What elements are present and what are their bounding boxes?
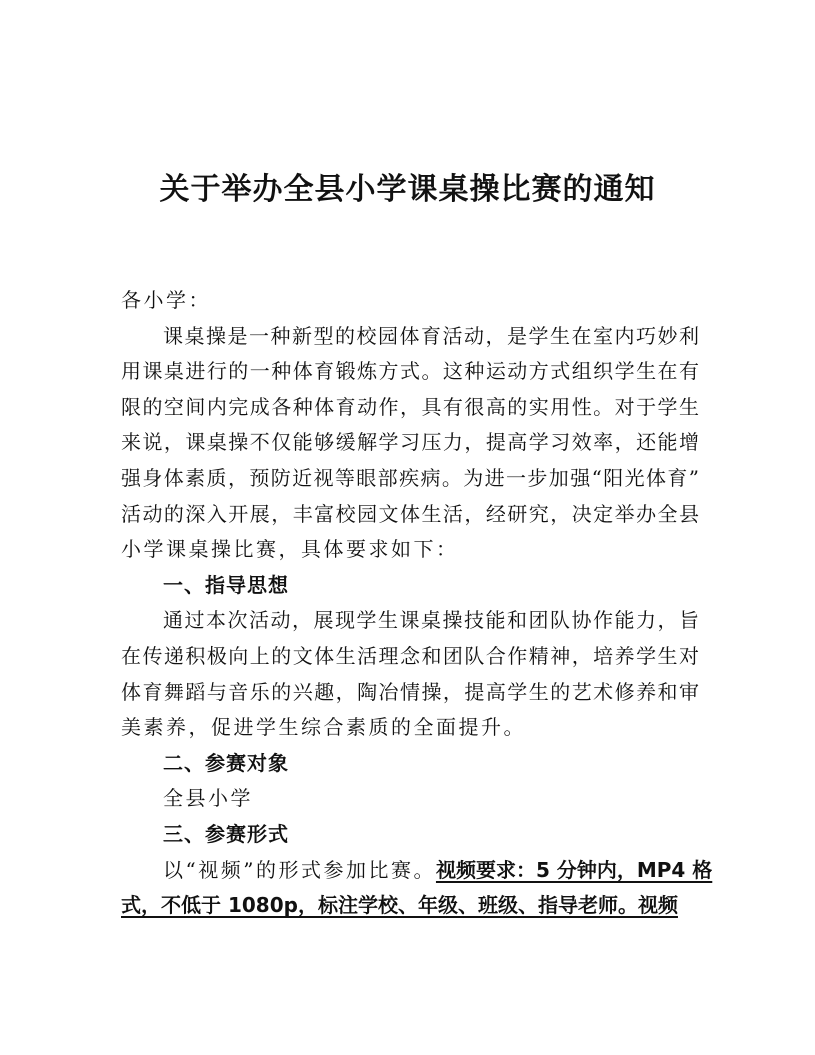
- section-heading-format: 三、参赛形式: [163, 821, 289, 846]
- intro-line: 用课桌进行的一种体育锻炼方式。这种运动方式组织学生在有: [121, 359, 699, 384]
- intro-line: 限的空间内完成各种体育动作，具有很高的实用性。对于学生: [121, 394, 699, 419]
- video-requirement-text: 式，不低于 1080p，标注学校、年级、班级、指导老师。视频: [121, 893, 678, 918]
- section-heading-participants: 二、参赛对象: [163, 750, 289, 775]
- video-requirement-text: 视频要求：5 分钟内，MP4 格: [435, 857, 713, 882]
- participants-text: 全县小学: [163, 786, 253, 811]
- format-line: [121, 888, 699, 924]
- notice-body: [121, 283, 713, 924]
- section1-line: 通过本次活动，展现学生课桌操技能和团队协作能力，旨: [163, 608, 699, 633]
- format-line: [121, 853, 713, 889]
- intro-line: 来说，课桌操不仅能够缓解学习压力，提高学习效率，还能增: [121, 430, 699, 455]
- section1-line: 美素养，促进学生综合素质的全面提升。: [121, 715, 526, 740]
- section-heading-guiding-principle: 一、指导思想: [163, 572, 289, 597]
- section1-line: 体育舞蹈与音乐的兴趣，陶冶情操，提高学生的艺术修养和审: [121, 679, 699, 704]
- intro-line: 强身体素质，预防近视等眼部疾病。为进一步加强“阳光体育”: [121, 465, 699, 490]
- section1-line: 在传递积极向上的文体生活理念和团队合作精神，培养学生对: [121, 643, 699, 668]
- notice-title: 关于举办全县小学课桌操比赛的通知: [159, 172, 656, 207]
- intro-line: 小学课桌操比赛，具体要求如下：: [121, 537, 459, 562]
- salutation: 各小学：: [121, 288, 211, 312]
- intro-line: 活动的深入开展，丰富校园文体生活，经研究，决定举办全县: [121, 501, 699, 526]
- format-plain-text: 以“视频”的形式参加比赛。: [163, 857, 436, 882]
- intro-line: 课桌操是一种新型的校园体育活动，是学生在室内巧妙利: [163, 323, 699, 348]
